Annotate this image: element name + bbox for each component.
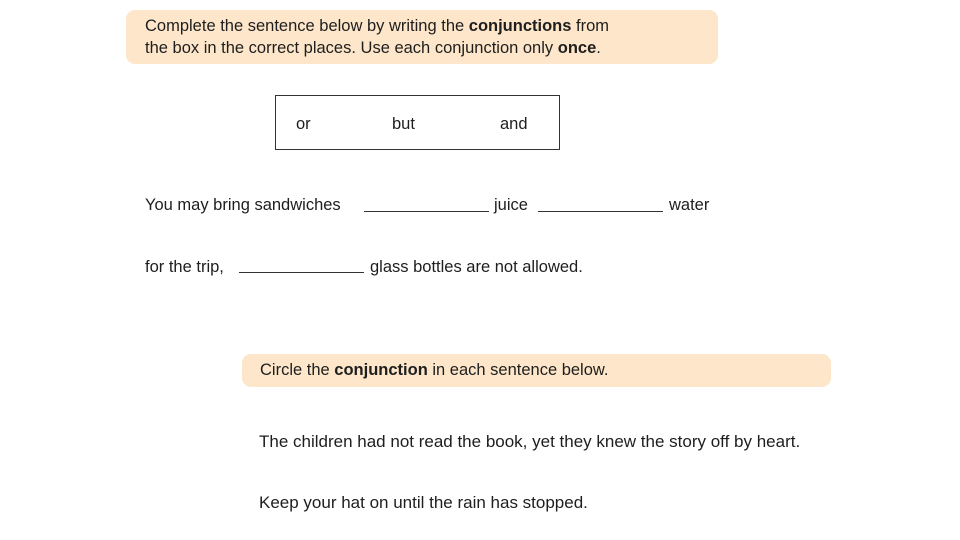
sentence-segment: glass bottles are not allowed.: [370, 258, 583, 276]
conjunction-word-box: [275, 95, 560, 150]
sentence-segment: for the trip,: [145, 258, 224, 276]
sentence-segment: juice: [494, 196, 528, 214]
instruction-box-1: [126, 10, 718, 64]
instruction-line-2: the box in the correct places. Use each conjunction only once.: [145, 39, 601, 57]
answer-blank-1[interactable]: [364, 211, 489, 212]
word-or: or: [296, 115, 311, 133]
word-and: and: [500, 115, 528, 133]
instruction-line-1: Complete the sentence below by writing the conjunctions from: [145, 17, 610, 35]
word-but: but: [392, 115, 415, 133]
instruction-emphasis: conjunction: [334, 361, 428, 379]
instruction-emphasis: conjunctions: [468, 17, 572, 35]
sentence-segment: water: [669, 196, 710, 214]
answer-blank-2[interactable]: [538, 211, 663, 212]
instruction-emphasis: once: [557, 39, 597, 57]
answer-blank-3[interactable]: [239, 272, 364, 273]
instruction-box-2: Circle the conjunction in each sentence below.: [242, 354, 831, 387]
sentence-segment: You may bring sandwiches: [145, 196, 341, 214]
circle-sentence-2[interactable]: Keep your hat on until the rain has stopped.: [259, 493, 588, 512]
circle-sentence-1[interactable]: The children had not read the book, yet they knew the story off by heart.: [259, 432, 801, 451]
